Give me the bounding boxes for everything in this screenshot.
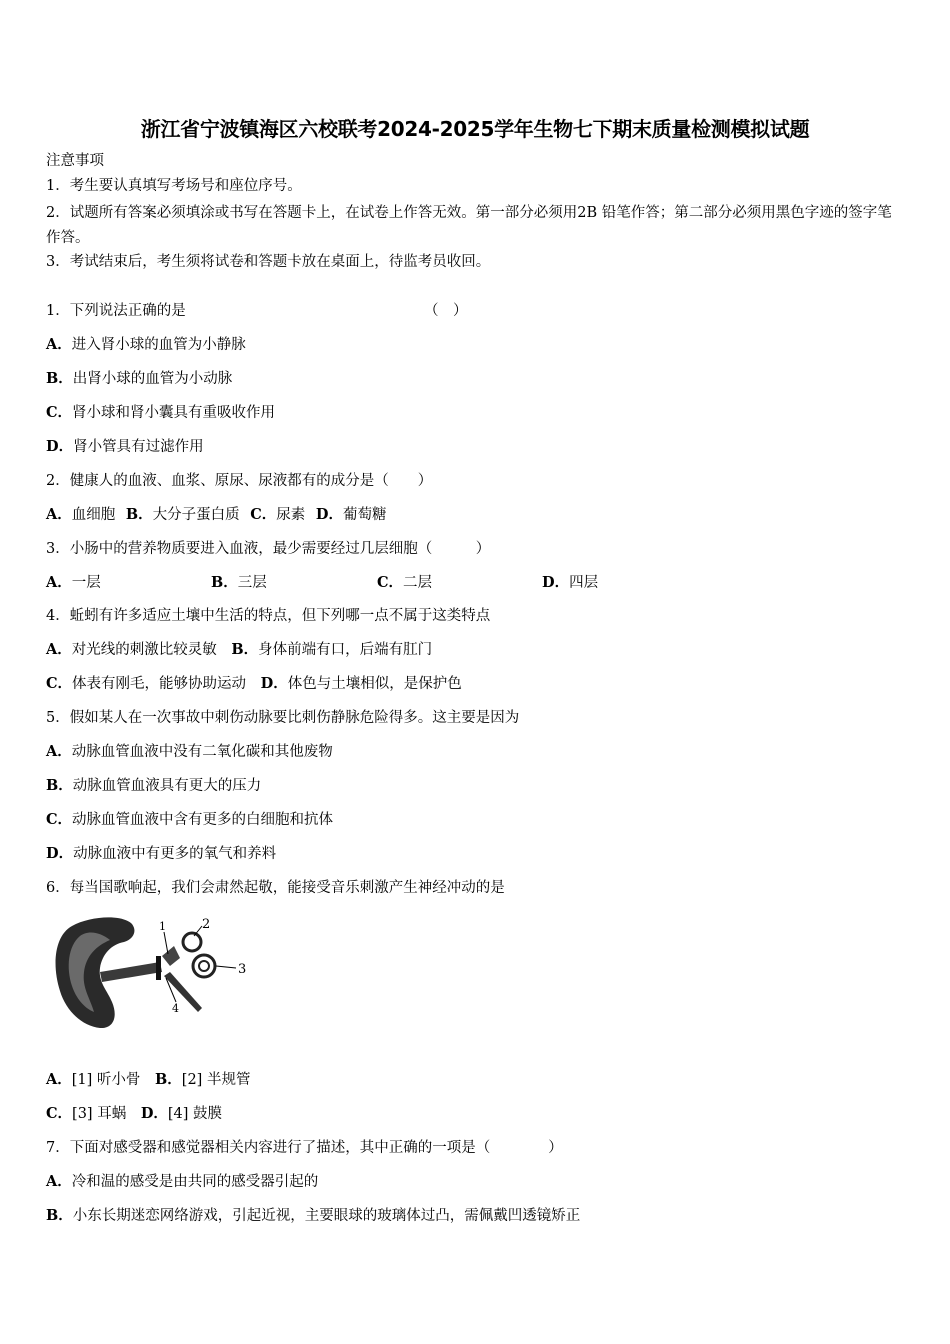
option-label: D． [46,845,74,862]
question-5-option-c[interactable] [46,810,333,830]
option-text: 四层 [569,575,599,591]
option-text: 二层 [403,575,433,591]
cochlea-inner [199,961,209,971]
question-4-option-c[interactable] [46,676,246,692]
question-7-stem: 7．下面对感受器和感觉器相关内容进行了描述，其中正确的一项是（ ） [46,1140,563,1156]
option-text: 肾小管具有过滤作用 [73,439,204,455]
question-7-option-b[interactable] [46,1206,580,1226]
page-title: 浙江省宁波镇海区六校联考2024-2025学年生物七下期末质量检测模拟试题 [140,117,810,141]
question-5-option-b[interactable] [46,776,261,796]
option-text: [4] 鼓膜 [167,1106,223,1122]
eardrum [156,956,161,980]
option-label: B． [231,641,259,658]
question-1-option-b[interactable] [46,369,232,389]
question-3-stem: 3．小肠中的营养物质要进入血液，最少需要经过几层细胞（ ） [46,541,491,557]
option-label: A． [46,574,72,591]
question-2-option-a[interactable] [46,507,115,523]
question-4-stem: 4．蚯蚓有许多适应土壤中生活的特点，但下列哪一点不属于这类特点 [46,608,491,624]
option-label: B． [46,777,73,794]
option-label: C． [46,1105,73,1122]
option-text: 小东长期迷恋网络游戏，引起近视，主要眼球的玻璃体过凸，需佩戴凹透镜矫正 [72,1208,581,1224]
notice-heading: 注意事项 [46,153,104,169]
figure-label-4: 4 [172,1002,179,1015]
option-text: 体表有刚毛，能够协助运动 [72,676,247,692]
option-label: C． [46,404,73,421]
question-6-options-row-2 [46,1104,222,1124]
option-text: [3] 耳蜗 [72,1106,127,1122]
question-6-option-b[interactable] [155,1072,250,1088]
option-label: C． [46,675,73,692]
question-1-option-c[interactable] [46,403,275,423]
option-text: 尿素 [276,507,306,523]
eustachian-tube [164,972,202,1012]
option-label: C． [377,574,404,591]
question-4-option-d[interactable] [261,676,462,692]
question-6-option-c[interactable] [46,1106,126,1122]
figure-label-3: 3 [238,962,247,977]
question-3-option-a[interactable] [46,573,101,593]
question-5-option-d[interactable] [46,844,276,864]
figure-label-1: 1 [159,920,166,933]
option-label: D． [46,438,74,455]
question-4-option-b[interactable] [231,642,432,658]
option-label: A． [46,506,72,523]
option-text: [2] 半规管 [181,1072,251,1088]
option-label: B． [211,574,238,591]
option-label: B． [125,506,153,523]
question-5-option-a[interactable] [46,742,333,762]
pointer-3 [216,966,236,968]
question-1-option-a[interactable] [46,335,246,355]
question-5-stem: 5．假如某人在一次事故中刺伤动脉要比刺伤静脉危险得多。这主要是因为 [46,710,520,726]
option-text: 冷和温的感受是由共同的感受器引起的 [71,1174,319,1190]
option-text: 对光线的刺激比较灵敏 [71,642,217,658]
figure-label-2: 2 [202,917,211,932]
question-7-option-a[interactable] [46,1172,318,1192]
option-label: A． [46,336,72,353]
option-label: D． [260,675,288,692]
option-text: [1] 听小骨 [71,1072,141,1088]
option-label: D． [542,574,570,591]
option-label: D． [315,506,343,523]
option-text: 三层 [237,575,267,591]
ear-canal [100,962,162,982]
question-2-option-c[interactable] [250,507,305,523]
option-text: 葡萄糖 [342,507,387,523]
option-text: 大分子蛋白质 [152,507,240,523]
pointer-1 [164,932,168,954]
option-text: 肾小球和肾小囊具有重吸收作用 [72,405,276,421]
option-text: 一层 [71,575,101,591]
option-label: C． [250,506,277,523]
option-text: 血细胞 [71,507,116,523]
notice-item-1: 1．考生要认真填写考场号和座位序号。 [46,178,302,194]
option-text: 动脉血管血液中含有更多的白细胞和抗体 [72,812,334,828]
notice-item-3: 3．考试结束后，考生须将试卷和答题卡放在桌面上，待监考员收回。 [46,254,491,270]
option-text: 身体前端有口，后端有肛门 [258,642,433,658]
option-text: 出肾小球的血管为小动脉 [72,371,233,387]
option-text: 体色与土壤相似，是保护色 [287,676,462,692]
question-2-stem: 2．健康人的血液、血浆、原尿、尿液都有的成分是（ ） [46,473,433,489]
question-2-option-b[interactable] [126,507,240,523]
option-text: 进入肾小球的血管为小静脉 [71,337,246,353]
question-2-option-d[interactable] [316,507,387,523]
question-1-stem: 1．下列说法正确的是 [46,303,186,319]
question-4-options-row-2 [46,674,462,694]
notice-item-2: 2．试题所有答案必须填涂或书写在答题卡上，在试卷上作答无效。第一部分必须用2B 铅笔作答；第二部分必须用黑色字迹的签字笔作答。 [46,205,892,246]
option-label: A． [46,743,72,760]
question-6-option-d[interactable] [141,1106,222,1122]
question-3-option-c[interactable] [377,573,432,593]
question-4-options-row-1 [46,640,432,660]
option-label: C． [46,811,73,828]
cochlea-outer [193,955,215,977]
ossicles [162,946,180,966]
semicircular-canal [183,933,201,951]
question-1-paren: （ ） [424,303,468,319]
question-6-options-row-1 [46,1070,250,1090]
question-4-option-a[interactable] [46,642,217,658]
question-6-option-a[interactable] [46,1072,140,1088]
option-label: D． [140,1105,168,1122]
option-text: 动脉血管血液具有更大的压力 [72,778,262,794]
option-label: B． [46,370,73,387]
option-label: B． [46,1207,73,1224]
question-6-stem: 6．每当国歌响起，我们会肃然起敬，能接受音乐刺激产生神经冲动的是 [46,880,505,896]
option-label: A． [46,1071,72,1088]
question-2-options [46,505,386,525]
question-1-option-d[interactable] [46,437,204,457]
option-label: A． [46,1173,72,1190]
question-3-option-b[interactable] [211,573,267,593]
option-text: 动脉血液中有更多的氧气和养料 [73,846,277,862]
question-3-option-d[interactable] [542,573,598,593]
option-label: A． [46,641,72,658]
option-text: 动脉血管血液中没有二氧化碳和其他废物 [71,744,333,760]
ear-diagram [52,916,252,1034]
option-label: B． [155,1071,182,1088]
